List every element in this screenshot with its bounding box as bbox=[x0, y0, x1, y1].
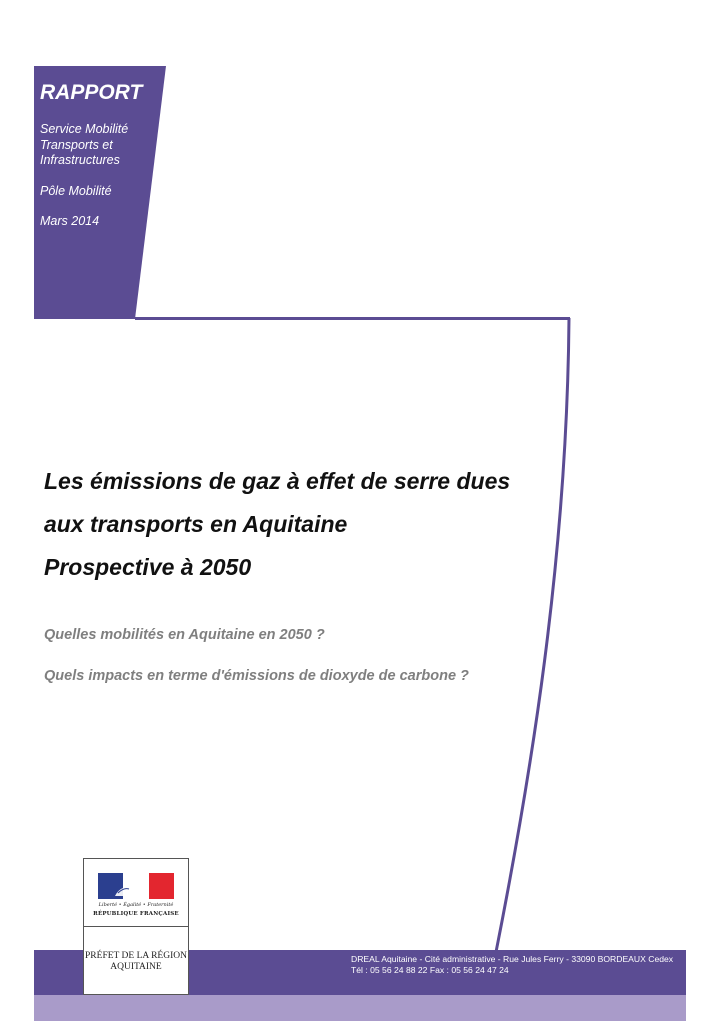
service-line: Service Mobilité bbox=[40, 122, 129, 136]
prefet-line: PRÉFET DE LA RÉGION bbox=[85, 951, 187, 961]
prefet-label bbox=[84, 951, 188, 973]
service-line: Transports et bbox=[40, 137, 113, 152]
title-line: Les émissions de gaz à effet de serre dues bbox=[44, 468, 511, 494]
report-date: Mars 2014 bbox=[40, 214, 100, 228]
footer-contact bbox=[351, 954, 673, 976]
question: Quels impacts en terme d'émissions de dioxyde de carbone ? bbox=[44, 668, 469, 684]
report-label: RAPPORT bbox=[40, 81, 143, 104]
prefecture-logo bbox=[83, 858, 189, 995]
question: Quelles mobilités en Aquitaine en 2050 ? bbox=[44, 627, 325, 643]
footer-phone: Tél : 05 56 24 88 22 Fax : 05 56 24 47 24 bbox=[351, 965, 509, 975]
service-line: Infrastructures bbox=[40, 153, 120, 167]
republic-motto: Liberté • Égalité • Fraternité bbox=[98, 902, 174, 908]
marianne-profile-icon bbox=[114, 875, 148, 897]
footer-address: DREAL Aquitaine - Cité administrative - Rue Jules Ferry - 33090 BORDEAUX Cedex bbox=[351, 954, 674, 964]
title-line: Prospective à 2050 bbox=[44, 554, 252, 580]
footer-light-band bbox=[34, 995, 686, 1021]
logo-divider bbox=[84, 926, 188, 927]
prefet-line: AQUITAINE bbox=[110, 962, 162, 972]
document-title bbox=[44, 460, 510, 589]
questions-block bbox=[44, 626, 469, 708]
sidebar-text bbox=[40, 80, 142, 230]
pole-label: Pôle Mobilité bbox=[40, 183, 112, 198]
republic-name: RÉPUBLIQUE FRANÇAISE bbox=[93, 911, 179, 917]
frame-curve-line bbox=[496, 318, 569, 952]
title-line: aux transports en Aquitaine bbox=[44, 511, 348, 537]
